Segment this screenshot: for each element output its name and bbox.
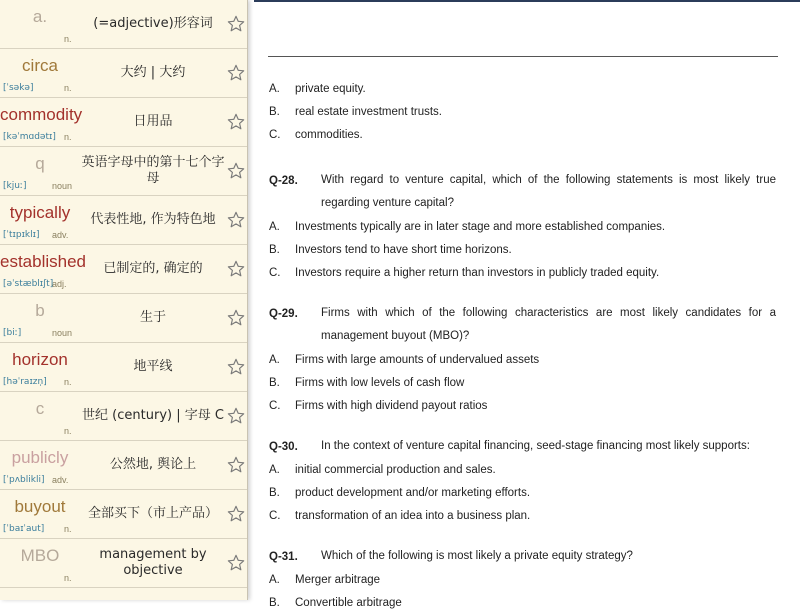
question-text: With regard to venture capital, which of the following statements is most likely true regarding venture capital? [321, 174, 776, 209]
question-text: Which of the following is most likely a private equity strategy? [321, 550, 633, 562]
option-text: Firms with large amounts of undervalued assets [295, 354, 540, 366]
option-label: A. [269, 464, 280, 476]
vocab-part-of-speech: n. [64, 524, 72, 534]
option-label: B. [269, 244, 280, 256]
vocab-word: circa [22, 56, 58, 75]
star-outline-icon[interactable] [226, 63, 246, 83]
vocab-row[interactable] [0, 392, 247, 441]
option-text: private equity. [295, 83, 366, 95]
vocab-word: MBO [20, 546, 60, 565]
option-text: product development and/or marketing efforts. [295, 487, 531, 499]
option-label: B. [269, 487, 280, 499]
vocab-row[interactable] [0, 539, 247, 588]
vocab-part-of-speech: adv. [52, 475, 69, 485]
option-label: A. [269, 354, 280, 366]
vocab-word: a. [32, 7, 48, 26]
option-text: Investors tend to have short time horizons. [295, 244, 512, 256]
vocab-word: publicly [11, 448, 69, 467]
top-border [254, 0, 800, 2]
vocab-part-of-speech: adj. [52, 279, 67, 289]
star-outline-icon[interactable] [226, 161, 246, 181]
vocab-meaning: 公然地, 舆论上 [109, 457, 197, 472]
vocabulary-sidebar [0, 0, 248, 600]
option-label: B. [269, 106, 280, 118]
star-outline-icon[interactable] [226, 259, 246, 279]
vocab-word: commodity [0, 105, 83, 124]
option-label: C. [269, 400, 281, 412]
option-label: B. [269, 377, 280, 389]
document-page [248, 0, 800, 609]
option-label: A. [269, 221, 280, 233]
vocab-meaning: 生于 [139, 310, 166, 325]
vocab-part-of-speech: n. [64, 573, 72, 583]
vocab-phonetic: [biː] [3, 328, 22, 338]
vocab-row[interactable] [0, 490, 247, 539]
vocab-meaning: 代表性地, 作为特色地 [90, 212, 216, 227]
option-text: real estate investment trusts. [295, 106, 443, 118]
vocab-row[interactable] [0, 441, 247, 490]
option-text: Investments typically are in later stage and more established companies. [295, 221, 666, 233]
question-number: Q-29. [269, 308, 298, 320]
question-number: Q-28. [269, 175, 298, 187]
vocab-meaning: 大约 | 大约 [120, 65, 186, 80]
vocab-meaning: 英语字母中的第十七个字母 [81, 155, 225, 186]
vocab-phonetic: [əˈstæblɪʃt] [3, 279, 54, 289]
vocab-part-of-speech: n. [64, 83, 72, 93]
vocab-part-of-speech: adv. [52, 230, 69, 240]
vocab-word: horizon [12, 350, 68, 369]
option-text: Investors require a higher return than investors in publicly traded equity. [295, 267, 660, 279]
vocab-phonetic: [ˈsəkə] [3, 83, 34, 93]
option-label: A. [269, 83, 280, 95]
header-rule [268, 56, 778, 57]
option-text: Firms with low levels of cash flow [295, 377, 465, 389]
vocab-meaning: management by objective [99, 547, 207, 578]
vocab-row[interactable] [0, 343, 247, 392]
vocab-part-of-speech: n. [64, 132, 72, 142]
star-outline-icon[interactable] [226, 308, 246, 328]
question-number: Q-31. [269, 551, 298, 563]
option-text: initial commercial production and sales. [295, 464, 496, 476]
vocab-phonetic: [kjuː] [3, 181, 27, 191]
option-text: transformation of an idea into a business plan. [295, 510, 531, 522]
vocab-phonetic: [həˈraɪzn̩] [3, 377, 47, 387]
vocab-part-of-speech: n. [64, 426, 72, 436]
star-outline-icon[interactable] [226, 504, 246, 524]
vocab-row[interactable] [0, 245, 247, 294]
vocab-row[interactable] [0, 196, 247, 245]
vocab-row[interactable] [0, 49, 247, 98]
vocab-meaning: (=adjective)形容词 [93, 16, 213, 31]
vocab-row[interactable] [0, 147, 247, 196]
vocab-part-of-speech: n. [64, 34, 72, 44]
star-outline-icon[interactable] [226, 112, 246, 132]
star-outline-icon[interactable] [226, 357, 246, 377]
vocab-word: typically [9, 203, 71, 222]
vocab-word: b [35, 301, 45, 320]
option-text: Merger arbitrage [295, 574, 381, 586]
vocab-part-of-speech: noun [52, 328, 73, 338]
option-label: C. [269, 129, 281, 141]
option-label: C. [269, 510, 281, 522]
vocab-word: established [0, 252, 87, 271]
star-outline-icon[interactable] [226, 455, 246, 475]
vocab-phonetic: [kəˈmɑdətɪ] [3, 132, 56, 142]
vocab-word: c [35, 399, 45, 418]
vocab-part-of-speech: n. [64, 377, 72, 387]
vocab-meaning: 世纪 (century) | 字母 C [82, 408, 224, 423]
vocab-meaning: 日用品 [133, 114, 173, 129]
option-label: C. [269, 267, 281, 279]
vocab-row[interactable] [0, 0, 247, 49]
vocab-row[interactable] [0, 98, 247, 147]
option-text: Firms with high dividend payout ratios [295, 400, 488, 412]
option-label: A. [269, 574, 280, 586]
question-text: Firms with which of the following characteristics are most likely candidates for a management buyout (MBO)? [321, 307, 776, 342]
option-text: Convertible arbitrage [295, 597, 402, 609]
star-outline-icon[interactable] [226, 553, 246, 573]
vocab-meaning: 地平线 [133, 359, 173, 374]
vocab-meaning: 已制定的, 确定的 [103, 261, 203, 276]
vocab-meaning: 全部买下（市上产品） [87, 506, 218, 521]
star-outline-icon[interactable] [226, 14, 246, 34]
vocab-phonetic: [ˈpʌblikli] [3, 475, 45, 485]
question-number: Q-30. [269, 441, 298, 453]
star-outline-icon[interactable] [226, 210, 246, 230]
vocab-row[interactable] [0, 294, 247, 343]
vocab-word: q [35, 154, 45, 173]
vocab-phonetic: [ˈbaɪˈaut] [3, 524, 45, 534]
vocab-word: buyout [14, 497, 66, 516]
vocab-phonetic: [ˈtɪpɪklɪ] [3, 230, 40, 240]
star-outline-icon[interactable] [226, 406, 246, 426]
option-label: B. [269, 597, 280, 609]
question-text: In the context of venture capital financing, seed-stage financing most likely supports: [321, 440, 750, 452]
option-text: commodities. [295, 129, 363, 141]
vocab-part-of-speech: noun [52, 181, 73, 191]
